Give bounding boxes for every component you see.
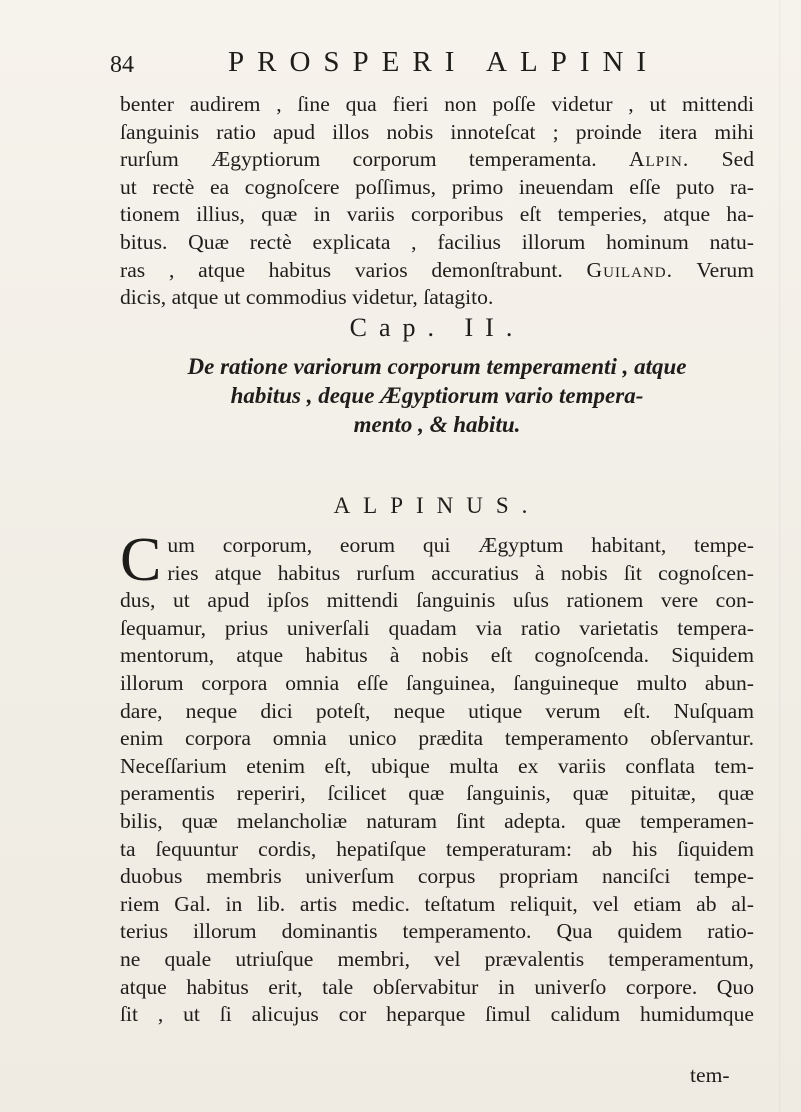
text-line: ſanguinis ratio apud illos nobis innoteſcat ; proinde itera mihi [120,119,754,144]
text-line: enim corpora omnia unico prædita temperamento obſervantur. [120,726,754,751]
text-line: peramentis reperiri, ſcilicet quæ ſanguinis, quæ pituitæ, quæ [120,781,754,806]
speaker-heading: ALPINUS. [333,493,541,518]
drop-cap: C [120,526,162,594]
page-gutter-shadow [779,0,781,1112]
text-line: ut rectè ea cognoſcere poſſimus, primo ineuendam eſſe puto ra- [120,174,754,199]
text-line: mentorum, atque habitus à nobis eſt cognoſcenda. Siquidem [120,643,754,668]
text-line: tionem illius, quæ in variis corporibus eſt temperies, atque ha- [120,202,754,227]
main-paragraph [120,526,754,1029]
text-line: dicis, atque ut commodius videtur, ſatagito. [120,285,494,310]
text-line: riem Gal. in lib. artis medic. teſtatum reliquit, vel etiam ab al- [120,891,754,916]
text-line: ſequamur, prius univerſali quadam via ratio varietatis tempera- [120,615,754,640]
text-line: dus, ut apud ipſos mittendi ſanguinis uſus rationem vere con- [120,588,754,613]
chapter-title-line: De ratione variorum corporum temperamenti , atque [187,354,687,379]
text-line: ta ſequuntur cordis, hepatiſque temperaturam: ab his ſiquidem [120,836,754,861]
page-number: 84 [110,52,134,78]
text-line: Neceſſarium etenim eſt, ubique multa ex variis conflata tem- [120,753,754,778]
chapter-heading: Cap. II. [349,313,525,342]
speaker-inline-alpin: Alpin. [628,147,690,172]
catchword: tem- [690,1063,730,1087]
text-line: bilis, quæ melancholiæ naturam ſint adepta. quæ temperamen- [120,808,754,833]
text-line: ries atque habitus rurſum accuratius à nobis ſit cognoſcen- [167,560,754,585]
text-line: um corporum, eorum qui Ægyptum habitant, tempe- [167,533,754,557]
text-line: atque habitus erit, tale obſervabitur in univerſo corpore. Quo [120,974,754,999]
text-line: ſit , ut ſi alicujus cor heparque ſimul calidum humidumque [120,1002,754,1027]
chapter-title-line: habitus , deque Ægyptiorum vario tempera- [230,383,644,408]
text-line: dare, neque dici poteſt, neque utique verum eſt. Nuſquam [120,698,754,723]
chapter-title-line: mento , & habitu. [353,412,521,437]
text-line: ras , atque habitus varios demonſtrabunt. Guiland. Verum [120,257,754,282]
page-header [110,44,750,84]
text-line: duobus membris univerſum corpus propriam nanciſci tempe- [120,864,754,889]
speaker-inline-guiland: Guiland. [586,257,674,282]
text-line: bitus. Quæ rectè explicata , facilius illorum hominum natu- [120,229,754,254]
text-line: terius illorum dominantis temperamento. Qua quidem ratio- [120,919,754,944]
text-line: ne quale utriuſque membri, vel prævalentis temperamentum, [120,946,754,971]
text-line: benter audirem , ſine qua fieri non poſſe videtur , ut mittendi [120,92,754,116]
running-head: PROSPERI ALPINI [228,46,660,78]
text-line: rurſum Ægyptiorum corporum temperamenta. Alpin. Sed [120,147,754,172]
chapter-title [120,352,754,439]
intro-paragraph [120,91,754,312]
text-line: illorum corpora omnia eſſe ſanguinea, ſanguineque multo abun- [120,670,754,695]
